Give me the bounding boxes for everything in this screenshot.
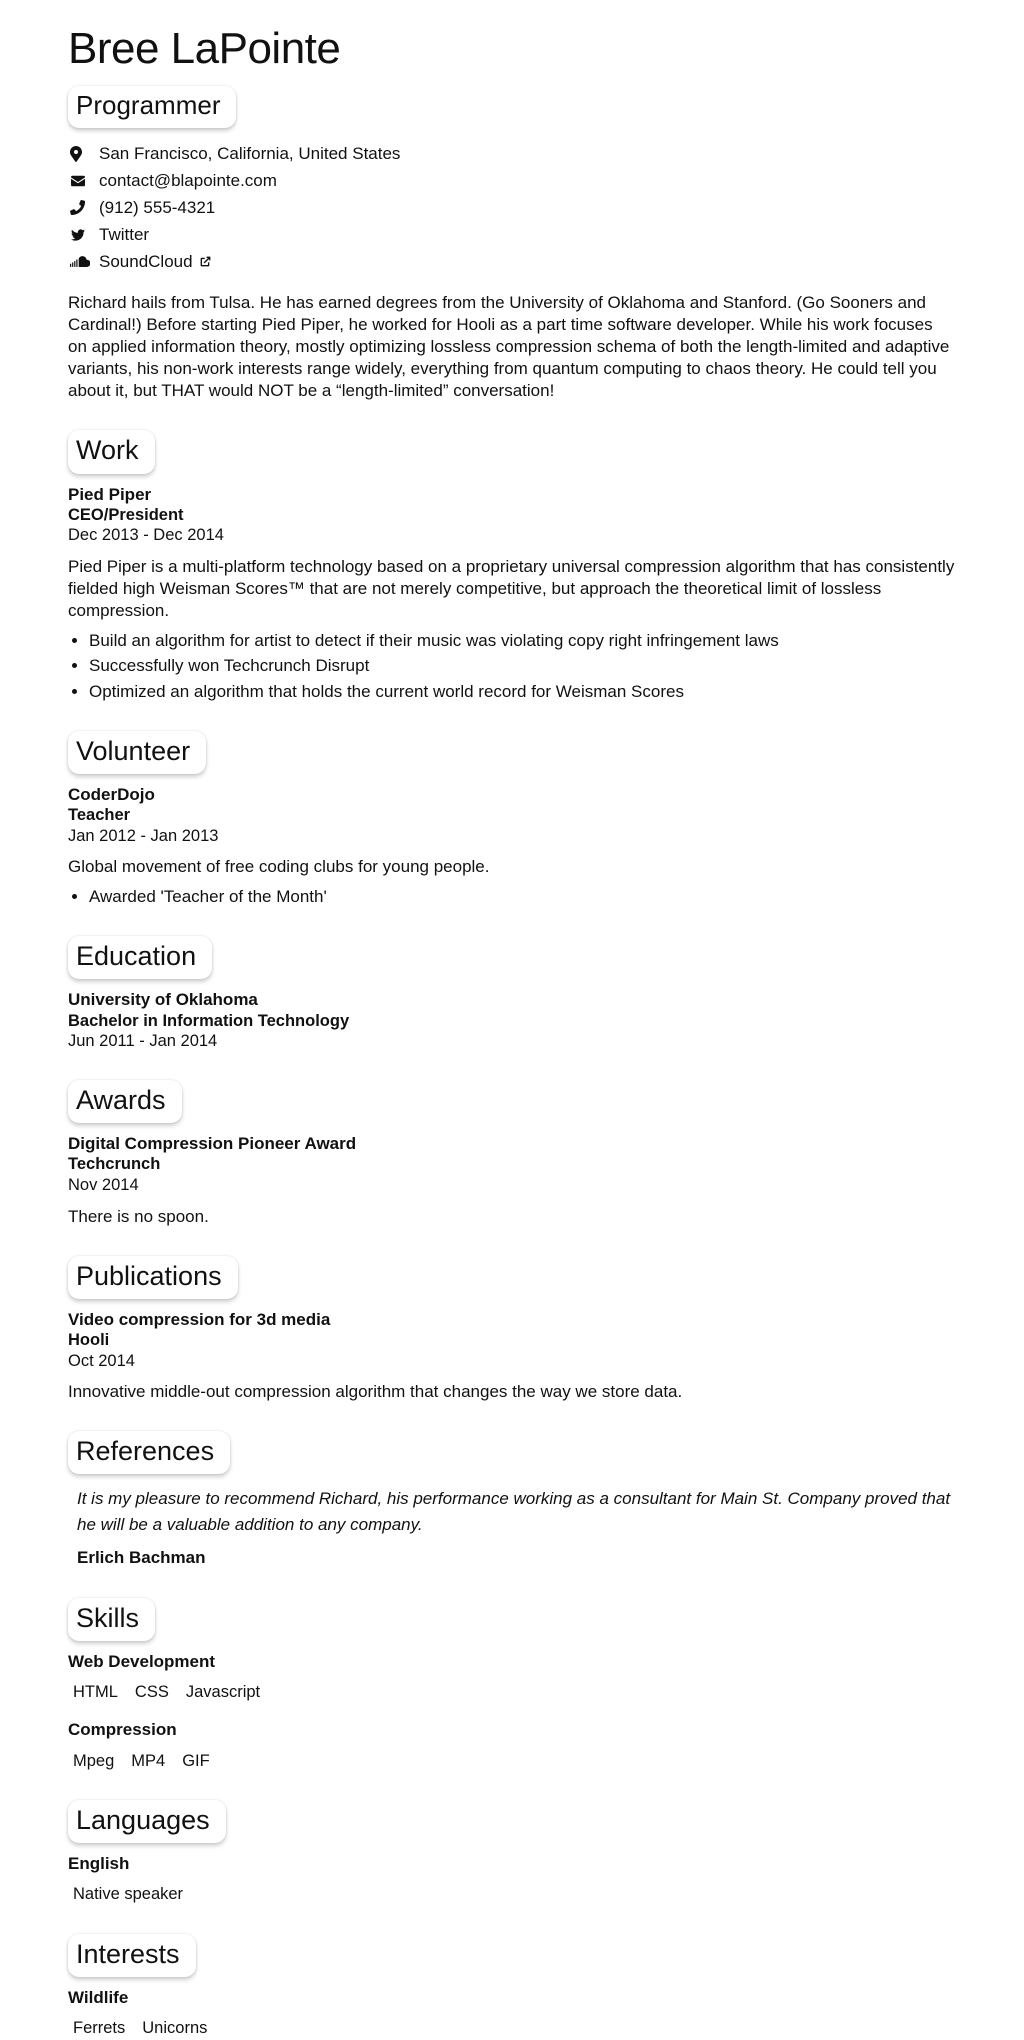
section-title-languages: Languages bbox=[68, 1800, 226, 1843]
profile-summary: Richard hails from Tulsa. He has earned degrees from the University of Oklahoma and Stanford. (Go Sooners and Cardinal!) Before starting Pied Piper, he worked for Hooli as a part time software developer. While his work focuses on applied information theory, mostly optimizing lossless compression schema of both the length-limited and adaptive variants, his non-work interests range widely, everything from quantum computing to chaos theory. He could tell you about it, but THAT would NOT be a “length-limited” conversation! bbox=[68, 292, 950, 401]
contact-text-phone: (912) 555-4321 bbox=[99, 197, 216, 217]
item-date: Jun 2011 - Jan 2014 bbox=[68, 1032, 218, 1051]
keywords-list bbox=[68, 2017, 956, 2039]
item-title: Wildlife bbox=[68, 1987, 129, 2007]
highlight-item: • Awarded 'Teacher of the Month' bbox=[89, 886, 956, 908]
keyword-item: MP4 bbox=[131, 1751, 166, 1770]
phone-icon bbox=[70, 200, 90, 215]
item-position: Hooli bbox=[68, 1331, 110, 1350]
keywords-list bbox=[68, 1750, 956, 1772]
keyword-item: HTML bbox=[73, 1682, 118, 1701]
interests-item bbox=[68, 1987, 956, 2040]
external-link-icon bbox=[199, 255, 213, 268]
contact-text-email: contact@blapointe.com bbox=[99, 170, 277, 190]
item-title: Compression bbox=[68, 1720, 177, 1740]
item-position: Teacher bbox=[68, 805, 131, 824]
contact-item-location bbox=[70, 144, 956, 164]
section-skills bbox=[68, 1598, 956, 1772]
highlights-list bbox=[68, 886, 956, 908]
contact-text-location: San Francisco, California, United States bbox=[99, 143, 401, 163]
work-item bbox=[68, 484, 956, 703]
section-awards bbox=[68, 1080, 956, 1228]
item-title: Digital Compression Pioneer Award bbox=[68, 1134, 357, 1154]
section-volunteer bbox=[68, 731, 956, 909]
section-title-work: Work bbox=[68, 430, 155, 473]
contact-text-twitter: Twitter bbox=[99, 224, 150, 244]
item-title: English bbox=[68, 1854, 130, 1874]
highlights-list bbox=[68, 630, 956, 702]
keyword-item: GIF bbox=[182, 1751, 210, 1770]
keyword-item: Ferrets bbox=[73, 2019, 126, 2038]
section-title-references: References bbox=[68, 1431, 230, 1474]
keyword-item: Unicorns bbox=[142, 2019, 208, 2038]
item-title: Video compression for 3d media bbox=[68, 1309, 331, 1329]
location-pin-icon bbox=[70, 146, 90, 162]
section-title-interests: Interests bbox=[68, 1934, 196, 1977]
keyword-item: Mpeg bbox=[73, 1751, 115, 1770]
section-references bbox=[68, 1431, 956, 1569]
contact-text-soundcloud: SoundCloud bbox=[99, 251, 193, 271]
section-work bbox=[68, 430, 956, 702]
twitter-icon bbox=[70, 228, 90, 242]
section-title-education: Education bbox=[68, 936, 212, 979]
contact-item-soundcloud[interactable] bbox=[70, 252, 956, 272]
publications-item bbox=[68, 1309, 956, 1404]
item-date: Jan 2012 - Jan 2013 bbox=[68, 826, 219, 845]
item-position: CEO/President bbox=[68, 505, 184, 524]
section-education bbox=[68, 936, 956, 1052]
section-title-volunteer: Volunteer bbox=[68, 731, 206, 774]
item-title: University of Oklahoma bbox=[68, 990, 258, 1010]
keyword-item: Native speaker bbox=[73, 1885, 184, 1904]
item-date: Oct 2014 bbox=[68, 1351, 135, 1370]
keywords-list bbox=[68, 1883, 956, 1905]
contact-list bbox=[68, 144, 956, 272]
item-position: Bachelor in Information Technology bbox=[68, 1011, 350, 1030]
sections-container bbox=[68, 430, 956, 2039]
highlight-item: • Successfully won Techcrunch Disrupt bbox=[89, 655, 956, 677]
awards-item bbox=[68, 1133, 956, 1228]
job-title-row bbox=[68, 86, 956, 128]
item-summary: Innovative middle-out compression algorithm that changes the way we store data. bbox=[68, 1382, 683, 1402]
skills-item bbox=[68, 1719, 956, 1772]
item-title: CoderDojo bbox=[68, 784, 155, 804]
item-date: Dec 2013 - Dec 2014 bbox=[68, 526, 224, 545]
contact-item-phone[interactable] bbox=[70, 198, 956, 218]
contact-item-email[interactable] bbox=[70, 171, 956, 191]
contact-item-twitter[interactable] bbox=[70, 225, 956, 245]
keyword-item: Javascript bbox=[185, 1682, 261, 1701]
envelope-icon bbox=[70, 174, 90, 188]
highlight-item: • Build an algorithm for artist to detect if their music was violating copy right infringement laws bbox=[89, 630, 956, 652]
volunteer-item bbox=[68, 784, 956, 909]
item-summary: There is no spoon. bbox=[68, 1206, 209, 1226]
soundcloud-icon bbox=[70, 256, 90, 268]
keyword-item: CSS bbox=[134, 1682, 169, 1701]
item-summary: Pied Piper is a multi-platform technology based on a proprietary universal compression algorithm that has consistently fielded high Weisman Scores™ that are not merely competitive, but approach the theoretical limit of lossless compression. bbox=[68, 557, 955, 621]
references-item bbox=[68, 1486, 956, 1569]
highlight-item: • Optimized an algorithm that holds the current world record for Weisman Scores bbox=[89, 681, 956, 703]
job-title-badge: Programmer bbox=[68, 86, 236, 128]
section-title-skills: Skills bbox=[68, 1598, 155, 1641]
section-interests bbox=[68, 1934, 956, 2040]
reference-name: Erlich Bachman bbox=[77, 1548, 206, 1568]
section-languages bbox=[68, 1800, 956, 1906]
item-title: Web Development bbox=[68, 1651, 216, 1671]
resume-page bbox=[68, 26, 956, 2040]
item-date: Nov 2014 bbox=[68, 1175, 139, 1194]
resume-header bbox=[68, 26, 956, 402]
item-title: Pied Piper bbox=[68, 484, 152, 504]
reference-quote: It is my pleasure to recommend Richard, his performance working as a consultant for Main St. Company proved that he will be a valuable addition to any company. bbox=[77, 1489, 951, 1534]
section-publications bbox=[68, 1256, 956, 1404]
skills-item bbox=[68, 1651, 956, 1704]
section-title-publications: Publications bbox=[68, 1256, 238, 1299]
item-position: Techcrunch bbox=[68, 1155, 161, 1174]
person-name: Bree LaPointe bbox=[68, 24, 341, 73]
item-summary: Global movement of free coding clubs for young people. bbox=[68, 857, 490, 877]
section-title-awards: Awards bbox=[68, 1080, 182, 1123]
languages-item bbox=[68, 1853, 956, 1906]
education-item bbox=[68, 989, 956, 1052]
keywords-list bbox=[68, 1681, 956, 1703]
